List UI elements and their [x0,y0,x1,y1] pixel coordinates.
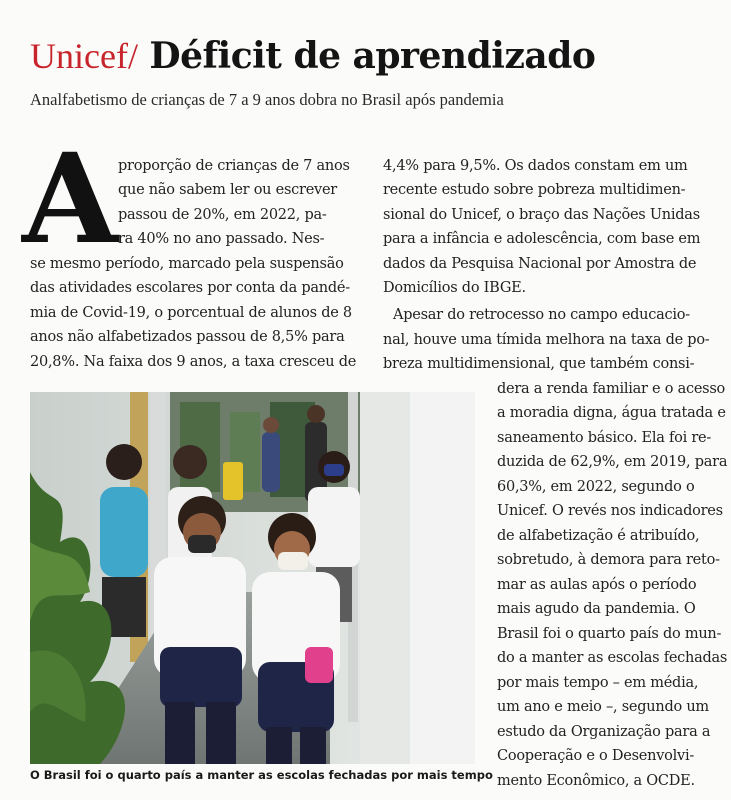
text-line: 4,4% para 9,5%. Os dados constam em um [383,158,688,174]
text-line: sional do Unicef, o braço das Nações Unidas [383,207,700,223]
text-line: nal, houve uma tímida melhora na taxa de po- [383,332,710,348]
text-line: mar as aulas após o período [497,577,697,593]
text-line: se mesmo período, marcado pela suspensão [30,256,344,272]
text-line: Domicílios do IBGE. [383,280,526,296]
drop-cap: A [22,127,119,272]
text-line: sobretudo, à demora para reto- [497,552,720,568]
text-line: para a infância e adolescência, com base em [383,231,701,247]
photo-caption: O Brasil foi o quarto país a manter as escolas fechadas por mais tempo [30,768,493,782]
article-title: Déficit de aprendizado [149,35,596,77]
section-kicker: Unicef/ [30,36,138,76]
text-line: Brasil foi o quarto país do mun- [497,626,722,642]
text-line: estudo da Organização para a [497,724,711,740]
text-line: anos não alfabetizados passou de 8,5% para [30,329,345,345]
text-line: por mais tempo – em média, [497,675,699,691]
text-line: do a manter as escolas fechadas [497,650,728,666]
text-line: de alfabetização é atribuído, [497,528,700,544]
text-line: proporção de crianças de 7 anos [118,158,350,174]
text-line: Apesar do retrocesso no campo educacio- [393,307,690,323]
text-line: mais agudo da pandemia. O [497,601,696,617]
text-line: dera a renda familiar e o acesso [497,381,726,397]
photo-illustration [30,392,475,764]
text-line: um ano e meio –, segundo um [497,699,709,715]
text-line: recente estudo sobre pobreza multidimen- [383,182,686,198]
text-line: Cooperação e o Desenvolvi- [497,748,694,764]
text-line: 60,3%, em 2022, segundo o [497,479,695,495]
text-line: ra 40% no ano passado. Nes- [118,231,325,247]
text-line: 20,8%. Na faixa dos 9 anos, a taxa cresceu de [30,354,357,370]
text-line: duzida de 62,9%, em 2019, para [497,454,728,470]
text-line: passou de 20%, em 2022, pa- [118,207,327,223]
text-line: das atividades escolares por conta da pandé- [30,280,350,296]
text-line: breza multidimensional, que também consi- [383,356,695,372]
text-line: a moradia digna, água tratada e [497,405,726,421]
text-line: mento Econômico, a OCDE. [497,773,695,789]
article-photo [30,392,475,764]
text-line: Unicef. O revés nos indicadores [497,503,723,519]
text-line: dados da Pesquisa Nacional por Amostra de [383,256,697,272]
article-subtitle: Analfabetismo de crianças de 7 a 9 anos dobra no Brasil após pandemia [30,90,504,109]
text-line: que não sabem ler ou escrever [118,182,337,198]
text-line: mia de Covid-19, o porcentual de alunos de 8 [30,305,352,321]
headline [30,34,595,79]
text-line: saneamento básico. Ela foi re- [497,430,712,446]
